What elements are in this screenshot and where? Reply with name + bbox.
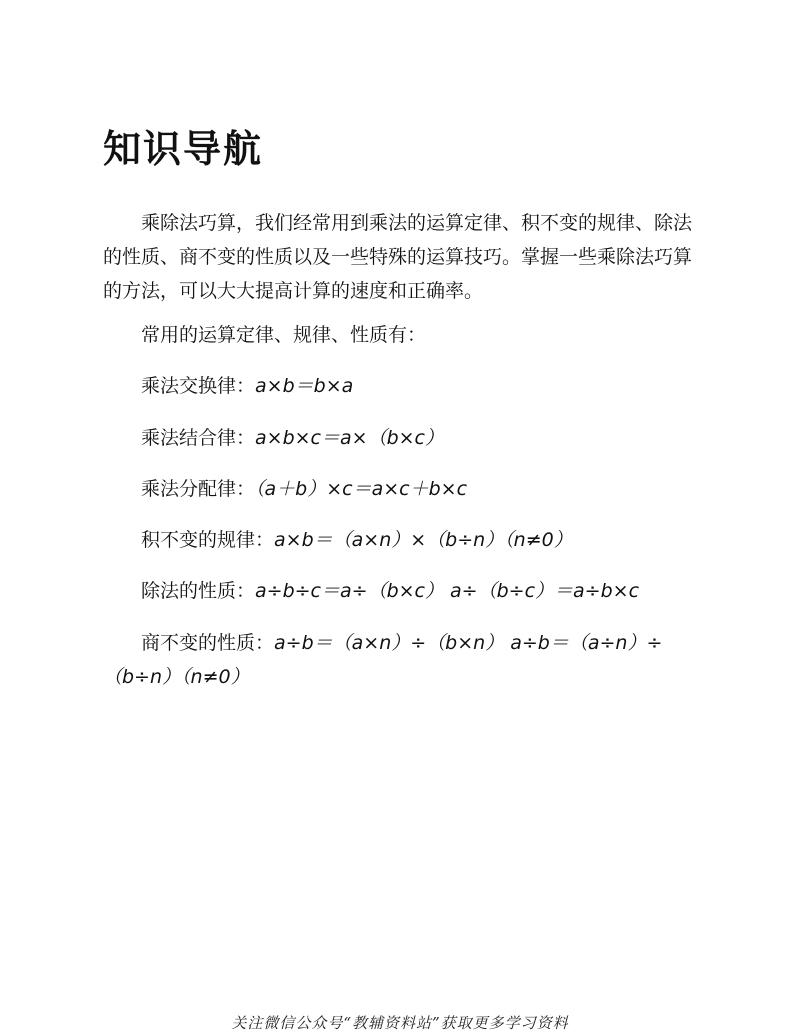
- rule-label: 积不变的规律：: [141, 529, 275, 551]
- rule-distributive: [141, 474, 467, 504]
- rule-commutative: [141, 371, 353, 401]
- rule-label: 除法的性质：: [141, 580, 256, 602]
- rule-formula: a÷b÷c＝a÷（b×c） a÷（b÷c）＝a÷b×c: [255, 580, 640, 602]
- rule-formula: a×b×c＝a×（b×c）: [255, 427, 444, 449]
- intro-paragraph: 乘除法巧算，我们经常用到乘法的运算定律、积不变的规律、除法的性质、商不变的性质以及一些特殊的运算技巧。掌握一些乘除法巧算的方法，可以大大提高计算的速度和正确率。: [103, 212, 693, 302]
- rule-formula: a×b＝（a×n）×（b÷n）（n≠0）: [274, 529, 573, 551]
- rule-label: 商不变的性质：: [141, 632, 275, 654]
- rule-associative: [141, 423, 444, 453]
- page-title: 知识导航: [103, 127, 264, 171]
- rule-formula: a×b＝b×a: [255, 375, 354, 397]
- footer-watermark: 关注微信公众号“教辅资料站”获取更多学习资料: [231, 1014, 569, 1032]
- rule-division-property: [141, 576, 639, 606]
- rule-quotient-invariance: [103, 626, 703, 694]
- rule-product-invariance: [141, 525, 573, 555]
- rule-label: 乘法结合律：: [141, 427, 256, 449]
- rule-formula: a÷b＝（a×n）÷（b×n） a÷b＝（a÷n）÷（b÷n）（n≠0）: [103, 632, 663, 688]
- rule-label: 乘法分配律：: [141, 478, 256, 500]
- rule-formula: （a＋b）×c＝a×c＋b×c: [255, 478, 468, 500]
- laws-heading: 常用的运算定律、规律、性质有：: [141, 324, 427, 346]
- rule-label: 乘法交换律：: [141, 375, 256, 397]
